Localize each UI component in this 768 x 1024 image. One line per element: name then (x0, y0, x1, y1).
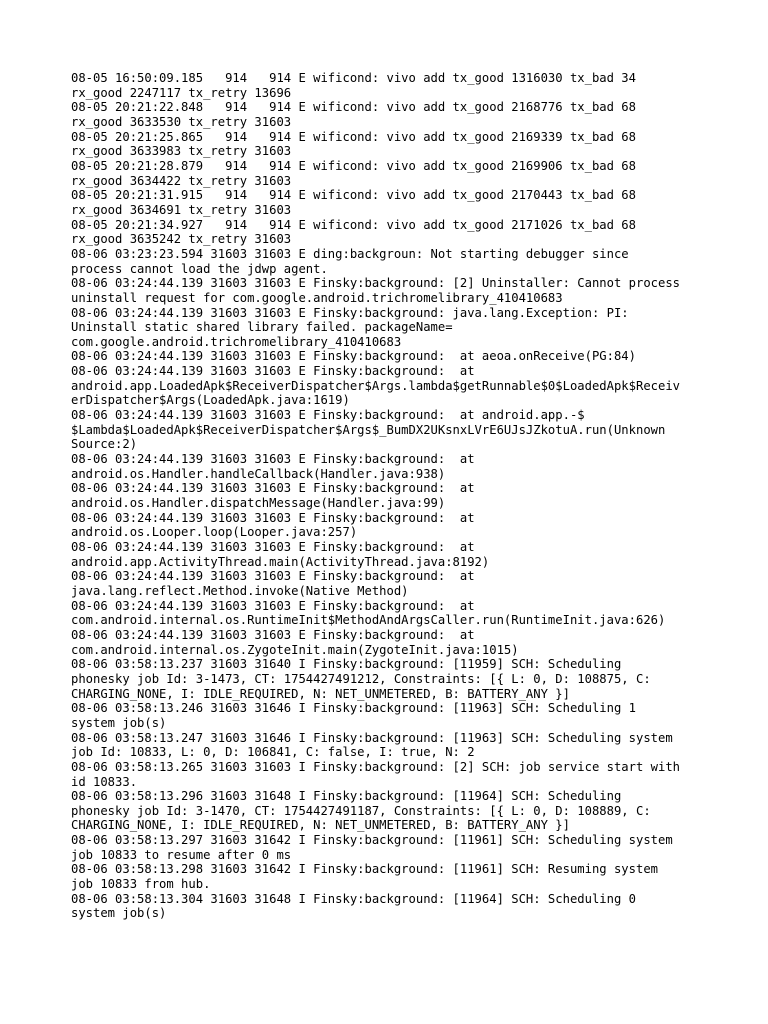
log-line: 08-06 03:24:44.139 31603 31603 E Finsky:background: at aeoa.onReceive(PG:84) (71, 349, 636, 364)
log-line: 08-05 20:21:28.879 914 914 E wificond: vivo add tx_good 2169906 tx_bad 68 (71, 158, 636, 173)
log-line: process cannot load the jdwp agent. (71, 261, 328, 276)
log-line: 08-05 20:21:34.927 914 914 E wificond: vivo add tx_good 2171026 tx_bad 68 (71, 217, 636, 232)
log-line: 08-06 03:58:13.265 31603 31603 I Finsky:background: [2] SCH: job service start with (71, 759, 681, 774)
log-line: system job(s) (71, 715, 167, 730)
log-line: phonesky job Id: 3-1473, CT: 1754427491212, Constraints: [{ L: 0, D: 108875, C: (71, 671, 651, 686)
log-line: 08-06 03:24:44.139 31603 31603 E Finsky:background: at (71, 510, 475, 525)
log-line: rx_good 2247117 tx_retry 13696 (71, 85, 292, 100)
log-line: com.android.internal.os.RuntimeInit$MethodAndArgsCaller.run(RuntimeInit.java:626) (71, 613, 666, 628)
log-body (71, 71, 711, 921)
log-line: job 10833 to resume after 0 ms (71, 847, 292, 862)
log-line: android.os.Looper.loop(Looper.java:257) (71, 525, 358, 540)
log-line: rx_good 3635242 tx_retry 31603 (71, 232, 292, 247)
log-line: system job(s) (71, 906, 167, 921)
log-line: android.app.LoadedApk$ReceiverDispatcher$Args.lambda$getRunnable$0$LoadedApk$Receiv (71, 378, 681, 393)
log-line: $Lambda$LoadedApk$ReceiverDispatcher$Args$_BumDX2UKsnxLVrE6UJsJZkotuA.run(Unknown (71, 422, 666, 437)
log-line: 08-06 03:24:44.139 31603 31603 E Finsky:background: at (71, 627, 475, 642)
log-document (71, 71, 711, 921)
log-line: com.google.android.trichromelibrary_410410683 (71, 334, 402, 349)
log-line: rx_good 3633530 tx_retry 31603 (71, 114, 292, 129)
log-line: java.lang.reflect.Method.invoke(Native Method) (71, 583, 409, 598)
log-line: 08-06 03:24:44.139 31603 31603 E Finsky:background: at (71, 452, 475, 467)
log-line: rx_good 3633983 tx_retry 31603 (71, 144, 292, 159)
log-line: Uninstall static shared library failed. packageName= (71, 320, 453, 335)
log-line: rx_good 3634422 tx_retry 31603 (71, 173, 292, 188)
log-line: 08-06 03:58:13.304 31603 31648 I Finsky:background: [11964] SCH: Scheduling 0 (71, 891, 636, 906)
log-line: android.os.Handler.handleCallback(Handler.java:938) (71, 466, 446, 481)
log-line: 08-06 03:58:13.237 31603 31640 I Finsky:background: [11959] SCH: Scheduling (71, 657, 622, 672)
log-line: erDispatcher$Args(LoadedApk.java:1619) (71, 393, 350, 408)
log-line: uninstall request for com.google.android.trichromelibrary_410410683 (71, 290, 563, 305)
log-line: 08-06 03:24:44.139 31603 31603 E Finsky:background: at (71, 481, 475, 496)
log-line: 08-06 03:58:13.247 31603 31646 I Finsky:background: [11963] SCH: Scheduling system (71, 730, 673, 745)
log-line: android.app.ActivityThread.main(ActivityThread.java:8192) (71, 554, 490, 569)
log-line: 08-06 03:24:44.139 31603 31603 E Finsky:background: java.lang.Exception: PI: (71, 305, 629, 320)
log-line: CHARGING_NONE, I: IDLE_REQUIRED, N: NET_UNMETERED, B: BATTERY_ANY }] (71, 686, 570, 701)
log-line: 08-06 03:58:13.296 31603 31648 I Finsky:background: [11964] SCH: Scheduling (71, 789, 622, 804)
log-line: android.os.Handler.dispatchMessage(Handler.java:99) (71, 496, 446, 511)
log-line: 08-06 03:24:44.139 31603 31603 E Finsky:background: at (71, 598, 475, 613)
log-line: 08-05 20:21:31.915 914 914 E wificond: vivo add tx_good 2170443 tx_bad 68 (71, 188, 636, 203)
log-line: CHARGING_NONE, I: IDLE_REQUIRED, N: NET_UNMETERED, B: BATTERY_ANY }] (71, 818, 570, 833)
log-line: 08-06 03:58:13.298 31603 31642 I Finsky:background: [11961] SCH: Resuming system (71, 862, 658, 877)
log-line: 08-06 03:24:44.139 31603 31603 E Finsky:background: at (71, 540, 475, 554)
log-line: 08-06 03:24:44.139 31603 31603 E Finsky:background: at android.app.-$ (71, 408, 585, 423)
log-line: 08-05 16:50:09.185 914 914 E wificond: vivo add tx_good 1316030 tx_bad 34 (71, 71, 636, 85)
log-line: Source:2) (71, 437, 138, 452)
log-line: rx_good 3634691 tx_retry 31603 (71, 202, 292, 217)
log-line: 08-06 03:24:44.139 31603 31603 E Finsky:background: [2] Uninstaller: Cannot process (71, 276, 681, 291)
log-line: 08-06 03:24:44.139 31603 31603 E Finsky:background: at (71, 569, 475, 584)
log-line: 08-06 03:58:13.246 31603 31646 I Finsky:background: [11963] SCH: Scheduling 1 (71, 701, 636, 716)
log-line: 08-06 03:23:23.594 31603 31603 E ding:backgroun: Not starting debugger since (71, 246, 629, 261)
log-line: 08-05 20:21:25.865 914 914 E wificond: vivo add tx_good 2169339 tx_bad 68 (71, 129, 636, 144)
log-line: phonesky job Id: 3-1470, CT: 1754427491187, Constraints: [{ L: 0, D: 108889, C: (71, 803, 651, 818)
log-line: id 10833. (71, 774, 138, 789)
log-line: 08-06 03:58:13.297 31603 31642 I Finsky:background: [11961] SCH: Scheduling system (71, 833, 673, 848)
log-line: 08-05 20:21:22.848 914 914 E wificond: vivo add tx_good 2168776 tx_bad 68 (71, 100, 636, 115)
log-line: com.android.internal.os.ZygoteInit.main(ZygoteInit.java:1015) (71, 642, 519, 657)
log-line: job Id: 10833, L: 0, D: 106841, C: false, I: true, N: 2 (71, 745, 475, 760)
log-line: job 10833 from hub. (71, 877, 211, 892)
log-line: 08-06 03:24:44.139 31603 31603 E Finsky:background: at (71, 364, 475, 379)
